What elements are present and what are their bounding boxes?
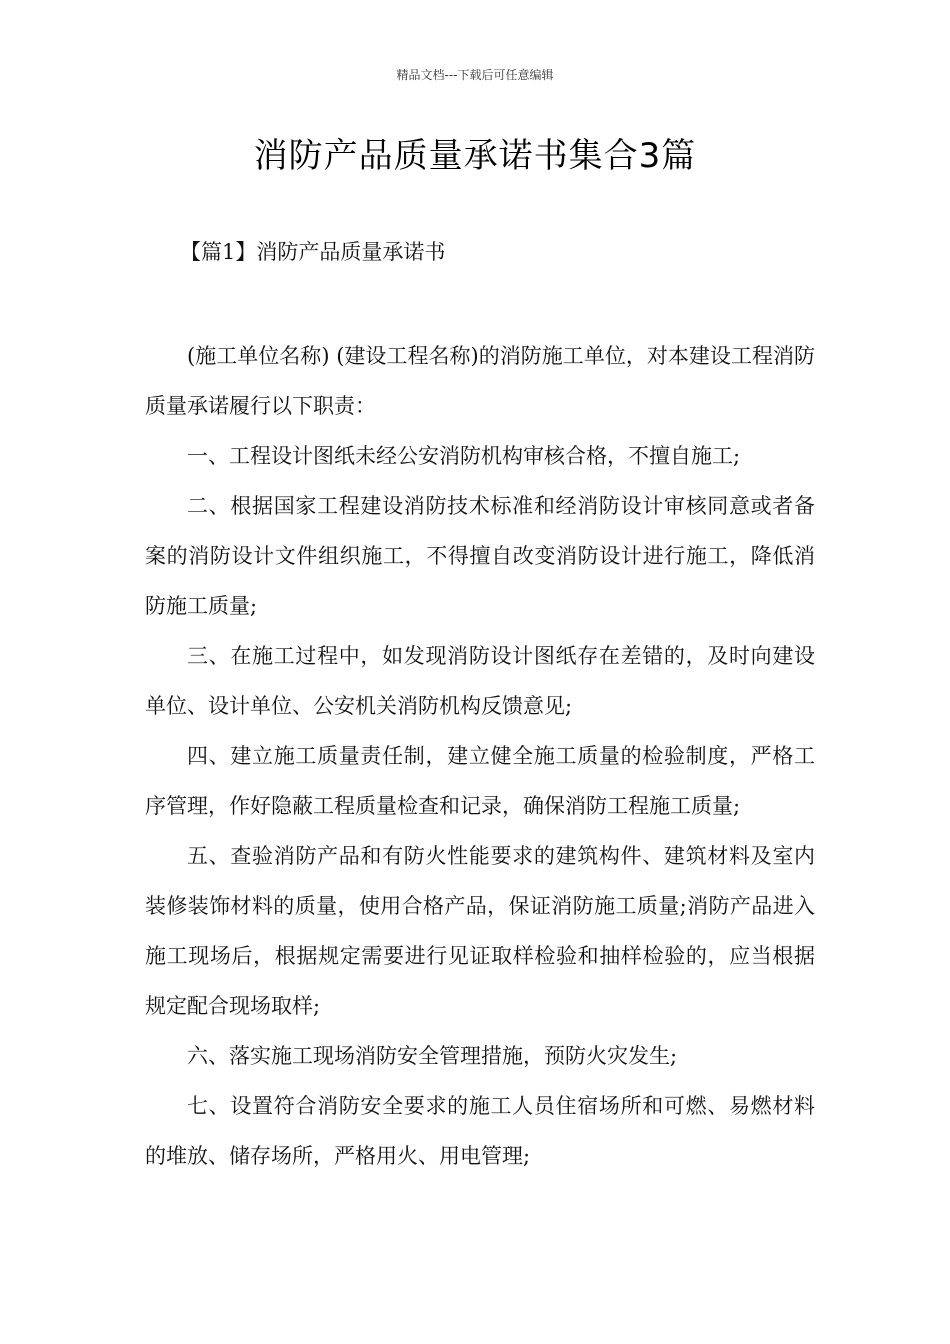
body-text (145, 331, 815, 1181)
paragraph-item-3: 三、在施工过程中，如发现消防设计图纸存在差错的，及时向建设单位、设计单位、公安机关消防机构反馈意见; (145, 644, 815, 718)
header-note: 精品文档---下载后可任意编辑 (396, 68, 554, 82)
paragraph-item-2: 二、根据国家工程建设消防技术标准和经消防设计审核同意或者备案的消防设计文件组织施工，不得擅自改变消防设计进行施工，降低消防施工质量; (145, 494, 815, 618)
paragraph-intro: (施工单位名称) (建设工程名称)的消防施工单位，对本建设工程消防质量承诺履行以下职责： (145, 344, 815, 418)
paragraph-item-5: 五、查验消防产品和有防火性能要求的建筑构件、建筑材料及室内装修装饰材料的质量，使用合格产品，保证消防施工质量;消防产品进入施工现场后，根据规定需要进行见证取样检验和抽样检验的，应当根据规定配合现场取样; (145, 844, 815, 1018)
section-heading: 【篇1】消防产品质量承诺书 (180, 240, 446, 264)
paragraph-item-7: 七、设置符合消防安全要求的施工人员住宿场所和可燃、易燃材料的堆放、储存场所，严格用火、用电管理; (145, 1094, 815, 1168)
paragraph-item-6: 六、落实施工现场消防安全管理措施，预防火灾发生; (187, 1044, 678, 1068)
document-title: 消防产品质量承诺书集合3篇 (253, 136, 697, 176)
paragraph-item-4: 四、建立施工质量责任制，建立健全施工质量的检验制度，严格工序管理，作好隐蔽工程质量检查和记录，确保消防工程施工质量; (145, 744, 815, 818)
paragraph-item-1: 一、工程设计图纸未经公安消防机构审核合格，不擅自施工; (187, 444, 741, 468)
